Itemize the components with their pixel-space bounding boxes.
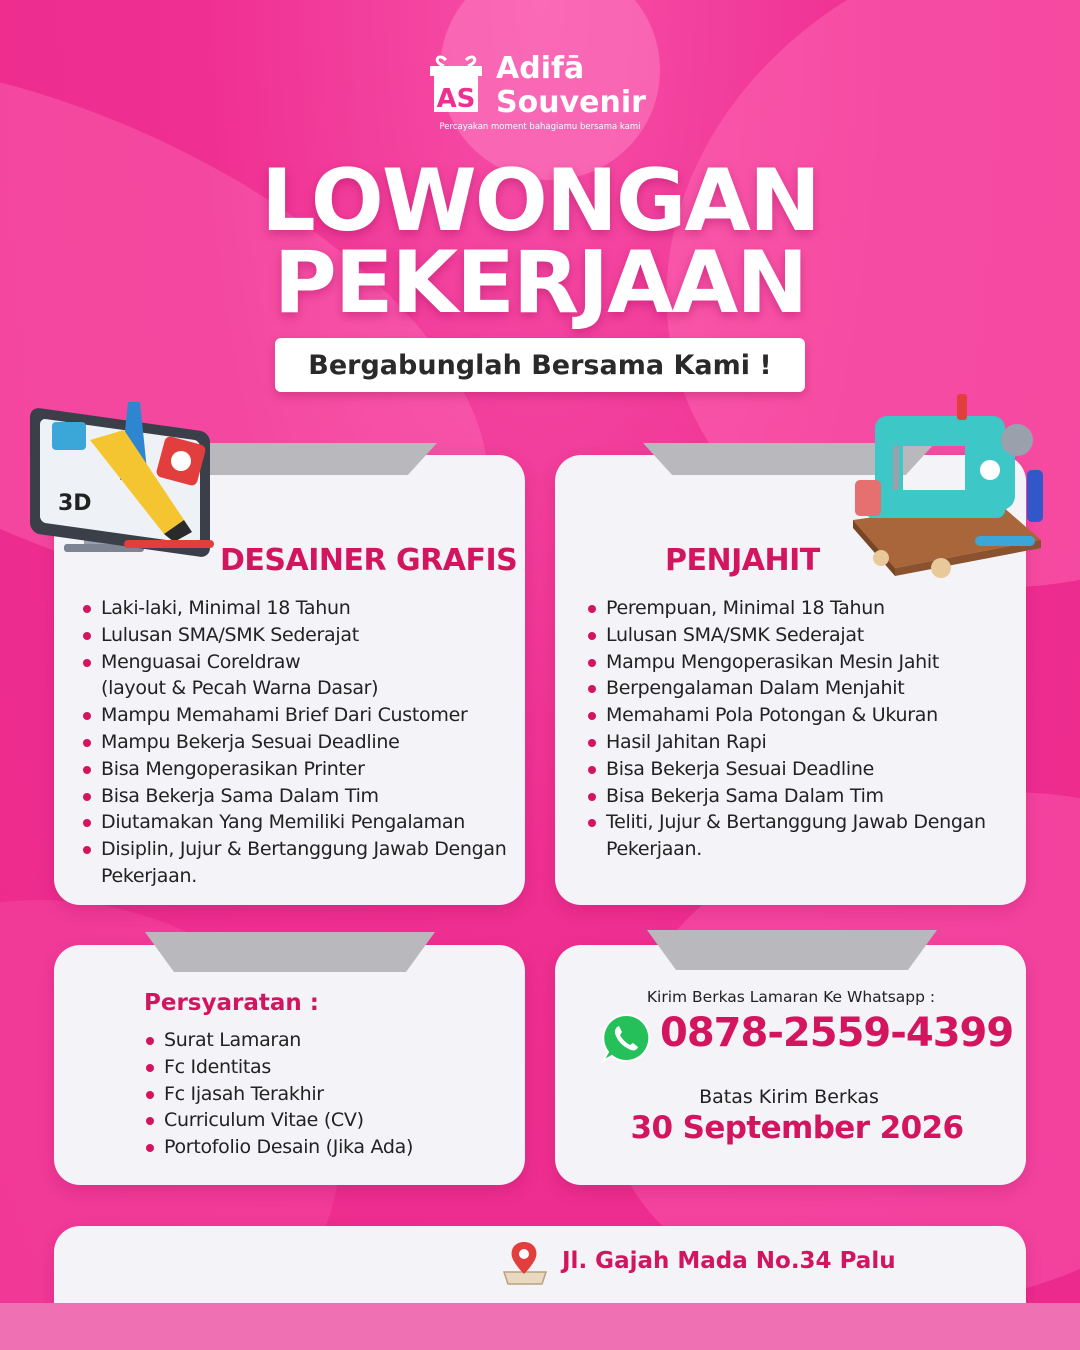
page-title [0,151,1080,333]
3d-design-monitor-icon [24,400,220,570]
list-item-text: Pekerjaan. [606,838,702,861]
list-item-text: Menguasai Coreldraw [101,650,301,673]
list-item: Bisa Bekerja Sesuai Deadline [586,756,1022,783]
list-item-text: Pekerjaan. [101,864,197,887]
list-item: Lulusan SMA/SMK Sederajat [81,622,521,649]
list-item: Lulusan SMA/SMK Sederajat [586,622,1022,649]
list-item: Perempuan, Minimal 18 Tahun [586,595,1022,622]
list-item: Bisa Mengoperasikan Printer [81,756,521,783]
list-item: Bisa Bekerja Sama Dalam Tim [586,783,1022,810]
list-item: Mampu Mengoperasikan Mesin Jahit [586,649,1022,676]
list-item: Bisa Bekerja Sama Dalam Tim [81,783,521,810]
card-tab [145,932,435,972]
tailor-requirements [586,595,1022,863]
list-item: Laki-laki, Minimal 18 Tahun [81,595,521,622]
whatsapp-number-link[interactable]: 0878-2559-4399 [660,1010,1014,1056]
title-line1: LOWONGAN [261,151,819,251]
list-item: Berpengalaman Dalam Menjahit [586,675,1022,702]
list-item [81,649,521,703]
address-text: Jl. Gajah Mada No.34 Palu [562,1248,896,1274]
deadline-label: Batas Kirim Berkas [699,1086,879,1108]
list-item: Fc Ijasah Terakhir [144,1081,504,1108]
brand-name-line1: Adifā [496,51,585,86]
subtitle-banner: Bergabunglah Bersama Kami ! [275,338,805,392]
svg-text:3D: 3D [58,491,92,516]
list-item-text: Disiplin, Jujur & Bertanggung Jawab Dengan [101,838,507,861]
sewing-machine-icon [845,390,1045,585]
requirements-list [144,1027,504,1161]
designer-title: DESAINER GRAFIS [220,543,518,578]
brand-logo [420,32,660,136]
list-item [586,809,1022,863]
map-pin-icon [500,1240,550,1286]
designer-requirements [81,595,521,890]
list-item-text: (layout & Pecah Warna Dasar) [101,677,379,700]
list-item: Memahami Pola Potongan & Ukuran [586,702,1022,729]
gift-box-icon [424,50,488,114]
list-item: Surat Lamaran [144,1027,504,1054]
list-item: Hasil Jahitan Rapi [586,729,1022,756]
list-item: Fc Identitas [144,1054,504,1081]
contact-label: Kirim Berkas Lamaran Ke Whatsapp : [646,988,936,1006]
contact-card [555,945,1026,1185]
list-item [81,836,521,890]
deadline-date: 30 September 2026 [630,1110,964,1146]
tailor-title: PENJAHIT [665,543,820,578]
list-item: Curriculum Vitae (CV) [144,1107,504,1134]
list-item-text: Teliti, Jujur & Bertanggung Jawab Dengan [606,811,986,834]
card-tab [647,930,937,970]
whatsapp-icon[interactable] [600,1012,652,1064]
logo-monogram: AS [436,84,476,114]
requirements-title: Persyaratan : [144,990,319,1016]
brand-name [496,52,646,120]
list-item: Mampu Memahami Brief Dari Customer [81,702,521,729]
list-item: Mampu Bekerja Sesuai Deadline [81,729,521,756]
brand-name-line2: Souvenir [496,85,646,120]
bottom-strip [0,1303,1080,1350]
title-line2: PEKERJAAN [273,233,807,333]
list-item: Portofolio Desain (Jika Ada) [144,1134,504,1161]
list-item: Diutamakan Yang Memiliki Pengalaman [81,809,521,836]
brand-tagline: Percayakan moment bahagiamu bersama kami [439,122,641,132]
